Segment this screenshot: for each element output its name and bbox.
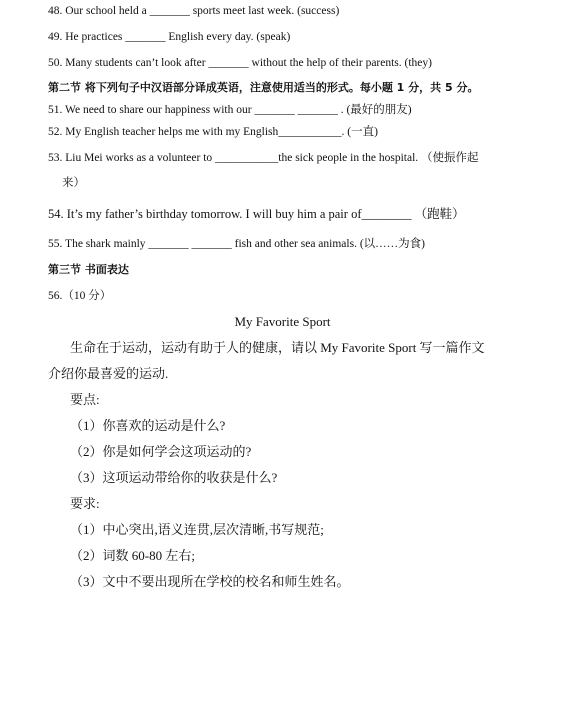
requirement-3: （3）文中不要出现所在学校的校名和师生姓名。 <box>70 574 350 589</box>
question-51: 51. We need to share our happiness with our _______ _______ . (最好的朋友) <box>48 104 412 116</box>
question-50: 50. Many students can’t look after _______ without the help of their parents. (they) <box>48 57 432 69</box>
question-53-continuation: 来） <box>62 177 85 189</box>
essay-prompt-line-2: 介绍你最喜爱的运动. <box>48 366 169 381</box>
question-54: 54. It’s my father’s birthday tomorrow. I will buy him a pair of________ （跑鞋） <box>48 207 465 221</box>
question-53: 53. Liu Mei works as a volunteer to ___________the sick people in the hospital. （使振作起 <box>48 152 479 164</box>
section-3-heading: 第三节 书面表达 <box>48 263 129 276</box>
question-55: 55. The shark mainly _______ _______ fish and other sea animals. (以……为食) <box>48 238 425 250</box>
question-49: 49. He practices _______ English every day. (speak) <box>48 31 291 43</box>
section-2-heading: 第二节 将下列句子中汉语部分译成英语，注意使用适当的形式。每小题 1 分，共 5 分。 <box>48 81 479 94</box>
question-56: 56.（10 分） <box>48 290 112 302</box>
question-52: 52. My English teacher helps me with my English___________. (一直) <box>48 126 378 138</box>
essay-prompt-line-1: 生命在于运动，运动有助于人的健康，请以 My Favorite Sport 写一篇作文 <box>70 340 485 355</box>
requirement-2: （2）词数 60-80 左右; <box>70 548 195 563</box>
point-1: （1）你喜欢的运动是什么? <box>70 418 226 433</box>
requirement-1: （1）中心突出,语义连贯,层次清晰,书写规范; <box>70 522 324 537</box>
point-2: （2）你是如何学会这项运动的? <box>70 444 252 459</box>
requirements-label: 要求: <box>70 496 100 511</box>
point-3: （3）这项运动带给你的收获是什么? <box>70 470 278 485</box>
points-label: 要点: <box>70 392 100 407</box>
essay-title: My Favorite Sport <box>234 314 331 329</box>
question-48: 48. Our school held a _______ sports meet last week. (success) <box>48 5 340 17</box>
